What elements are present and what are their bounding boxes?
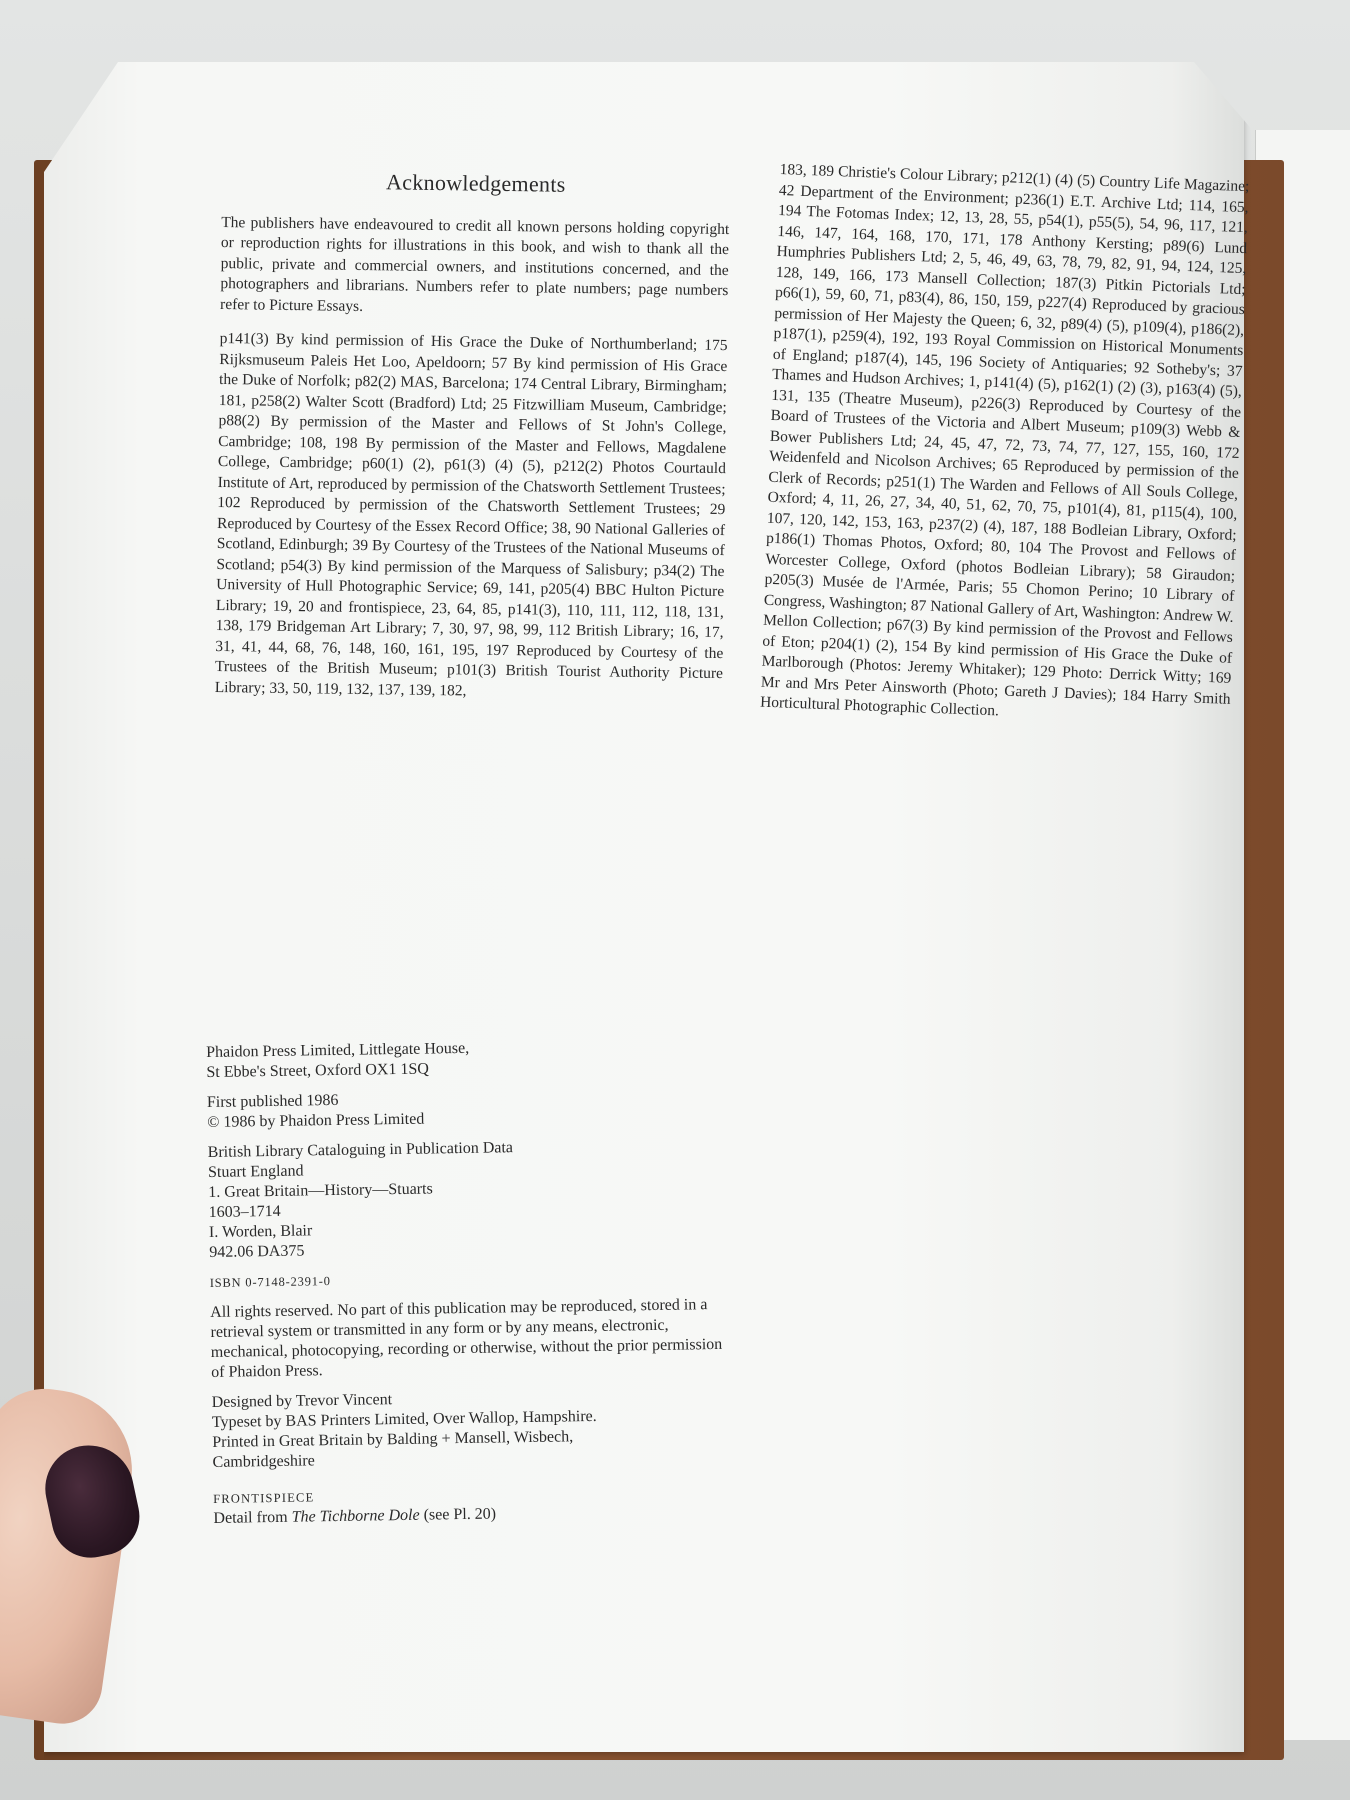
- copyright-line: © 1986 by Phaidon Press Limited: [207, 1110, 425, 1131]
- publisher-line: Phaidon Press Limited, Littlegate House,: [206, 1039, 470, 1061]
- acknowledgements-credits-left: p141(3) By kind permission of His Grace the Duke of Northumberland; 175 Rijksmuseum Paleis Het Loo, Apeldoorn; 57 By kind permission of His Grace the Duke of Norfolk; p82(2) MAS, Barcelona; 174 Central Library, Birmingham; 181, p258(2) Walter Scott (Bradford) Ltd; 25 Fitzwilliam Museum, Cambridge; p88(2) By permission of the Master and Fellows of St John's College, Cambridge; 108, 198 By permission of the Master and Fellows, Magdalene College, Cambridge; p60(1) (2), p61(3) (4) (5), p212(2) Photos Courtauld Institute of Art, reproduced by permission of the Chatsworth Settlement Trustees; 102 Reproduced by permission of the Chatsworth Settlement Trustees; 29 Reproduced by Courtesy of the Essex Record Office; 38, 90 National Galleries of Scotland, Edinburgh; 39 By Courtesy of the Trustees of the National Museums of Scotland; p54(3) By kind permission of the Marquess of Salisbury; p34(2) The University of Hull Photographic Service; 69, 141, p205(4) BBC Hulton Picture Library; 19, 20 and frontispiece, 23, 64, 85, p141(3), 110, 111, 112, 118, 131, 138, 179 Bridgeman Art Library; 7, 30, 97, 98, 99, 112 British Library; 16, 17, 31, 41, 44, 68, 76, 148, 160, 161, 195, 197 Reproduced by Courtesy of the Trustees of the British Museum; p101(3) British Tourist Authority Picture Library; 33, 50, 119, 132, 137, 139, 182,: [214, 329, 728, 699]
- acknowledgements-intro: The publishers have endeavoured to credit all known persons holding copyright or reproduction rights for illustrations in this book, and wish to thank all the public, private and commercial owners, and institutions concerned, and the photographers and librarians. Numbers refer to plate numbers; page numbers refer to Picture Essays.: [220, 213, 730, 315]
- rights-statement: All rights reserved. No part of this publication may be reproduced, stored in a retrieval system or transmitted in any form or by any means, electronic, mechanical, photocopying, recording or otherwise, without the prior permission of Phaidon Press.: [210, 1296, 723, 1381]
- isbn: ISBN 0-7148-2391-0: [209, 1274, 331, 1290]
- production-line: Designed by Trevor Vincent: [211, 1391, 393, 1411]
- published-line: First published 1986: [206, 1091, 339, 1111]
- cataloguing-line: 942.06 DA375: [209, 1242, 305, 1261]
- production-line: Cambridgeshire: [212, 1452, 315, 1471]
- publisher-line: St Ebbe's Street, Oxford OX1 1SQ: [206, 1060, 429, 1081]
- publication-info: [207, 1085, 728, 1133]
- acknowledgements-heading: Acknowledgements: [385, 169, 566, 197]
- imprint-block: [206, 1035, 734, 1529]
- publisher-address: [206, 1035, 727, 1083]
- frontispiece-label: FRONTISPIECE: [213, 1490, 315, 1506]
- cataloguing-data: [208, 1135, 730, 1263]
- frontispiece-suffix: (see Pl. 20): [419, 1505, 497, 1524]
- production-line: Typeset by BAS Printers Limited, Over Wallop, Hampshire.: [211, 1407, 597, 1431]
- cataloguing-line: 1. Great Britain—History—Stuarts: [208, 1180, 433, 1201]
- cataloguing-line: Stuart England: [207, 1162, 304, 1181]
- production-line: Printed in Great Britain by Balding + Mansell, Wisbech,: [212, 1428, 574, 1451]
- frontispiece-prefix: Detail from: [213, 1508, 292, 1527]
- acknowledgements-right-column: [760, 160, 1250, 730]
- acknowledgements-left-column: [214, 170, 730, 719]
- production-credits: [211, 1385, 732, 1473]
- cataloguing-line: I. Worden, Blair: [208, 1222, 313, 1241]
- cataloguing-line: 1603–1714: [208, 1202, 281, 1221]
- cataloguing-line: British Library Cataloguing in Publication Data: [207, 1139, 514, 1161]
- acknowledgements-credits-right: 183, 189 Christie's Colour Library; p212(1) (4) (5) Country Life Magazine; 42 Department of the Environment; p236(1) E.T. Archive Ltd; 114, 165, 194 The Fotomas Index; 12, 13, 28, 55, p54(1), p55(5), 54, 96, 117, 121, 146, 147, 164, 168, 170, 171, 178 Anthony Kersting; p89(6) Lund Humphries Publishers Ltd; 2, 5, 46, 49, 63, 78, 79, 82, 91, 94, 124, 125, 128, 149, 166, 173 Mansell Collection; 187(3) Pitkin Pictorials Ltd; p66(1), 59, 60, 71, p83(4), 86, 150, 159, p227(4) Reproduced by gracious permission of Her Majesty the Queen; 6, 32, p89(4) (5), p109(4), p186(2), p187(1), p259(4), 192, 193 Royal Commission on Historical Monuments of England; p187(4), 145, 196 Society of Antiquaries; 92 Sotheby's; 37 Thames and Hudson Archives; 1, p141(4) (5), p162(1) (2) (3), p163(4) (5), 131, 135 (Theatre Museum), p226(3) Reproduced by Courtesy of the Board of Trustees of the Victoria and Albert Museum; p109(3) Webb & Bower Publishers Ltd; 24, 45, 47, 72, 73, 74, 77, 127, 155, 160, 172 Weidenfeld and Nicolson Archives; 65 Reproduced by permission of the Clerk of Records; p251(1) The Warden and Fellows of All Souls College, Oxford; 4, 11, 26, 27, 34, 40, 51, 62, 70, 75, p101(4), 81, p115(4), 100, 107, 120, 142, 153, 163, p237(2) (4), 187, 188 Bodleian Library, Oxford; p186(1) Thomas Photos, Oxford; 80, 104 The Provost and Fellows of Worcester College, Oxford (photos Bodleian Library); 58 Giraudon; p205(3) Musée de l'Armée, Paris; 55 Chomon Perino; 10 Library of Congress, Washington; 87 National Gallery of Art, Washington: Andrew W. Mellon Collection; p67(3) By kind permission of the Provost and Fellows of Eton; p204(1) (2), 154 By kind permission of His Grace the Duke of Marlborough (Photos: Jeremy Whitaker); 129 Photo: Derrick Witty; 169 Mr and Mrs Peter Ainsworth (Photo; Gareth J Davies); 184 Harry Smith Horticultural Photographic Collection.: [759, 160, 1250, 720]
- frontispiece-title: The Tichborne Dole: [291, 1506, 420, 1526]
